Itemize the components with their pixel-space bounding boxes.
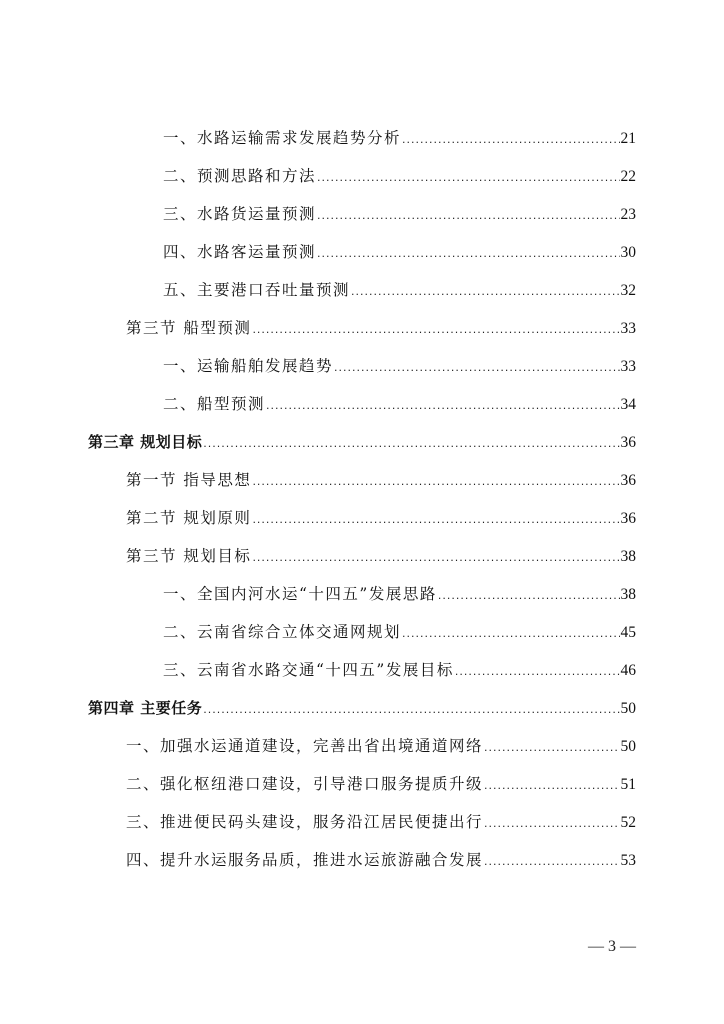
toc-dot-leader <box>317 240 619 268</box>
toc-entry-title: 一、运输船舶发展趋势 <box>163 357 334 375</box>
toc-entry-page: 46 <box>620 662 636 679</box>
toc-entry-page: 38 <box>620 586 636 603</box>
toc-chapter-entry[interactable] <box>88 694 636 722</box>
toc-entry-title: 二、强化枢纽港口建设，引导港口服务提质升级 <box>126 775 484 793</box>
toc-dot-leader <box>317 202 619 230</box>
toc-dot-leader <box>484 734 619 762</box>
toc-entry[interactable] <box>163 162 636 190</box>
toc-entry-page: 36 <box>620 472 636 489</box>
toc-entry-page: 51 <box>620 776 636 793</box>
toc-dot-leader <box>455 658 620 686</box>
toc-dot-leader <box>203 430 619 458</box>
toc-entry-page: 33 <box>620 358 636 375</box>
toc-entry[interactable] <box>126 770 636 798</box>
toc-entry-page: 50 <box>620 738 636 755</box>
toc-entry[interactable] <box>163 390 636 418</box>
toc-dot-leader <box>484 848 619 876</box>
toc-entry[interactable] <box>163 580 636 608</box>
toc-entry-title: 一、加强水运通道建设，完善出省出境通道网络 <box>126 737 484 755</box>
toc-entry-page: 38 <box>620 548 636 565</box>
toc-entry[interactable] <box>126 466 636 494</box>
toc-dot-leader <box>317 164 619 192</box>
toc-entry[interactable] <box>163 200 636 228</box>
toc-entry-page: 32 <box>620 282 636 299</box>
toc-dot-leader <box>484 772 619 800</box>
toc-entry-title: 第一节 指导思想 <box>126 471 252 489</box>
toc-entry-page: 36 <box>620 434 636 451</box>
toc-entry-title: 二、船型预测 <box>163 395 266 413</box>
toc-entry-title: 第三章 规划目标 <box>88 433 203 451</box>
toc-entry[interactable] <box>126 846 636 874</box>
toc-dot-leader <box>252 544 619 572</box>
toc-entry-title: 一、水路运输需求发展趋势分析 <box>163 129 402 147</box>
toc-entry-page: 53 <box>620 852 636 869</box>
toc-dot-leader <box>252 468 619 496</box>
toc-entry-page: 33 <box>620 320 636 337</box>
toc-entry-title: 第三节 船型预测 <box>126 319 252 337</box>
toc-entry[interactable] <box>126 808 636 836</box>
toc-entry-title: 一、全国内河水运“十四五”发展思路 <box>163 585 437 603</box>
toc-entry[interactable] <box>163 238 636 266</box>
toc-dot-leader <box>203 696 619 724</box>
toc-chapter-entry[interactable] <box>88 428 636 456</box>
toc-entry-page: 34 <box>620 396 636 413</box>
toc-dot-leader <box>334 354 619 382</box>
toc-dot-leader <box>351 278 619 306</box>
toc-entry-page: 21 <box>620 130 636 147</box>
toc-entry-title: 二、预测思路和方法 <box>163 167 317 185</box>
toc-entry[interactable] <box>126 314 636 342</box>
toc-entry-title: 二、云南省综合立体交通网规划 <box>163 623 402 641</box>
toc-entry-page: 45 <box>620 624 636 641</box>
toc-entry-page: 22 <box>620 168 636 185</box>
toc-entry-page: 30 <box>620 244 636 261</box>
toc-dot-leader <box>438 582 620 610</box>
toc-entry[interactable] <box>126 504 636 532</box>
toc-entry-title: 三、云南省水路交通“十四五”发展目标 <box>163 661 454 679</box>
page-number: — 3 — <box>588 938 636 955</box>
toc-entry-title: 五、主要港口吞吐量预测 <box>163 281 351 299</box>
toc-entry[interactable] <box>163 352 636 380</box>
toc-entry[interactable] <box>163 656 636 684</box>
toc-entry[interactable] <box>163 618 636 646</box>
toc-dot-leader <box>252 506 619 534</box>
toc-entry-title: 四、水路客运量预测 <box>163 243 317 261</box>
toc-entry[interactable] <box>163 276 636 304</box>
toc-dot-leader <box>402 620 619 648</box>
toc-entry[interactable] <box>163 124 636 152</box>
toc-entry-title: 第二节 规划原则 <box>126 509 252 527</box>
toc-entry-title: 第四章 主要任务 <box>88 699 203 717</box>
toc-entry-title: 三、推进便民码头建设，服务沿江居民便捷出行 <box>126 813 484 831</box>
toc-entry-page: 36 <box>620 510 636 527</box>
toc-dot-leader <box>484 810 619 838</box>
toc-entry[interactable] <box>126 732 636 760</box>
toc-entry-page: 23 <box>620 206 636 223</box>
toc-dot-leader <box>266 392 619 420</box>
toc-entry-title: 三、水路货运量预测 <box>163 205 317 223</box>
toc-dot-leader <box>402 126 619 154</box>
toc-entry-title: 四、提升水运服务品质，推进水运旅游融合发展 <box>126 851 484 869</box>
toc-entry-page: 52 <box>620 814 636 831</box>
toc-entry-title: 第三节 规划目标 <box>126 547 252 565</box>
toc-dot-leader <box>252 316 619 344</box>
toc-entry-page: 50 <box>620 700 636 717</box>
toc-entry[interactable] <box>126 542 636 570</box>
